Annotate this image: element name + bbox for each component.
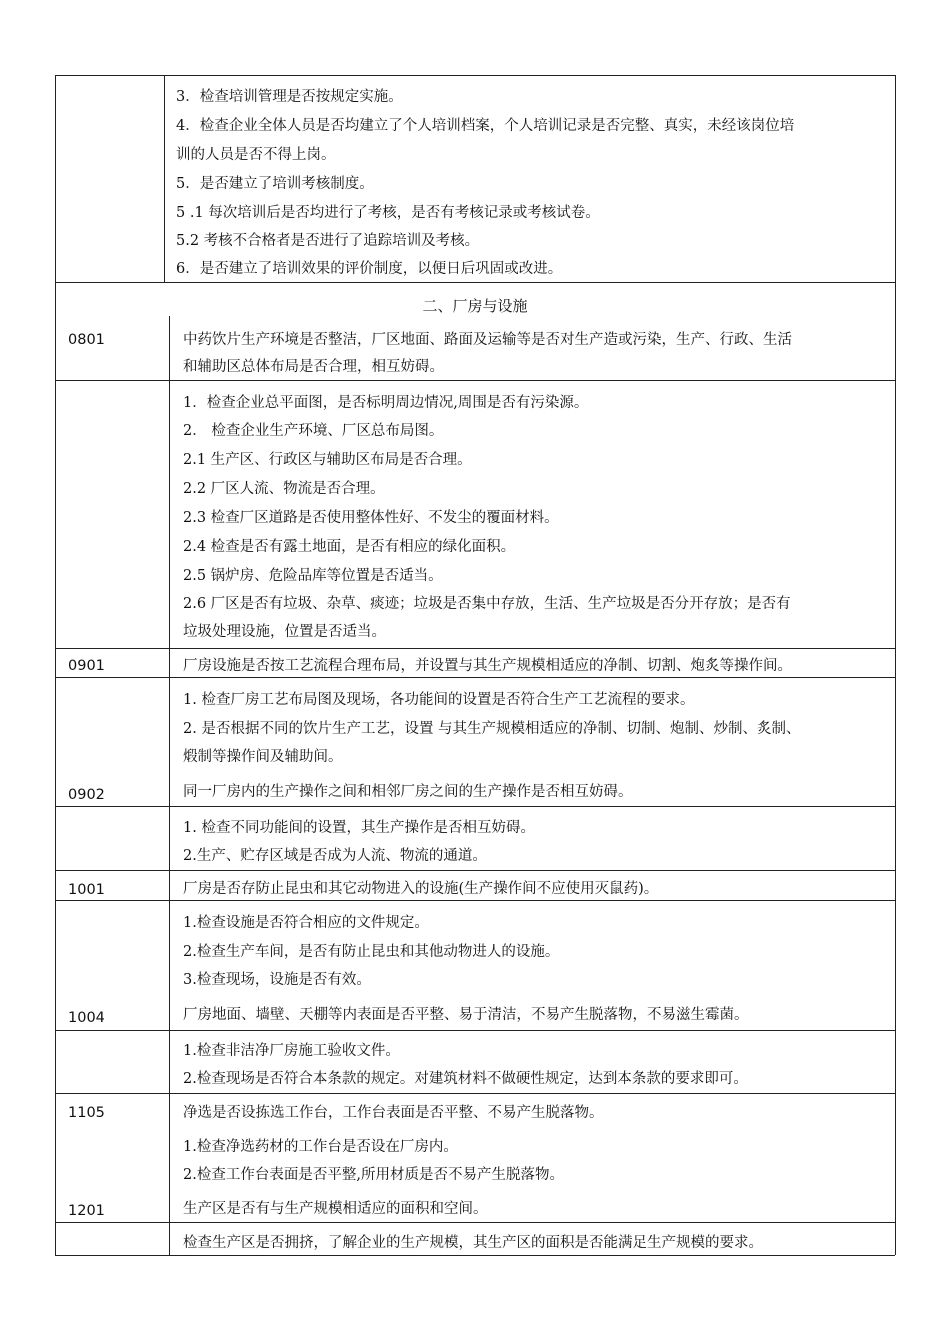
content-line: 检查生产区是否拥挤，了解企业的生产规模，其生产区的面积是否能满足生产规模的要求。 [183,1235,763,1251]
table-rule [55,1222,895,1223]
clause-text: 厂房设施是否按工艺流程合理布局，并设置与其生产规模相适应的净制、切割、炮炙等操作间。 [183,658,792,674]
clause-text: 净选是否设拣选工作台，工作台表面是否平整、不易产生脱落物。 [183,1105,604,1121]
content-line: 1．检查企业总平面图，是否标明周边情况,周围是否有污染源。 [183,395,589,411]
content-line: 1. 检查不同功能间的设置，其生产操作是否相互妨碍。 [183,820,535,836]
content-line: 垃圾处理设施，位置是否适当。 [183,624,386,640]
content-line: 6．是否建立了培训效果的评价制度，以便日后巩固或改进。 [176,261,563,277]
table-rule [55,1093,895,1094]
content-line: 2.3 检查厂区道路是否使用整体性好、不发尘的覆面材料。 [183,510,559,526]
item-code-0902: 0902 [68,787,105,803]
content-line: 1.检查设施是否符合相应的文件规定。 [183,915,429,931]
content-line: 4．检查企业全体人员是否均建立了个人培训档案，个人培训记录是否完整、真实，未经该岗位培 [176,118,795,134]
content-line: 3．检查培训管理是否按规定实施。 [176,89,403,105]
content-line: 煅制等操作间及辅助间。 [183,749,343,765]
table-rule [55,648,895,649]
table-rule [55,282,895,283]
table-rule [895,75,896,1255]
content-line: 2.4 检查是否有露土地面，是否有相应的绿化面积。 [183,539,516,555]
content-line: 2.检查生产车间，是否有防止昆虫和其他动物进人的设施。 [183,944,560,960]
item-code-1201: 1201 [68,1203,105,1219]
clause-text: 生产区是否有与生产规模相适应的面积和空间。 [183,1201,488,1217]
content-line: 2.6 厂区是否有垃圾、杂草、痰迹；垃圾是否集中存放，生活、生产垃圾是否分开存放；是否有 [183,596,791,612]
content-line: 训的人员是否不得上岗。 [176,147,336,163]
content-line: 2.5 锅炉房、危险品库等位置是否适当。 [183,568,443,584]
item-code-1001: 1001 [68,882,105,898]
item-code-0801: 0801 [68,332,105,348]
table-rule [55,1030,895,1031]
table-rule [164,75,165,282]
clause-text: 厂房是否存防止昆虫和其它动物进入的设施(生产操作间不应使用灭鼠药)。 [183,881,659,897]
content-line: 2.1 生产区、行政区与辅助区布局是否合理。 [183,452,472,468]
content-line: 5.2 考核不合格者是否进行了追踪培训及考核。 [176,233,480,249]
content-line: 1.检查净选药材的工作台是否设在厂房内。 [183,1139,458,1155]
item-code-0901: 0901 [68,658,105,674]
content-line: 5．是否建立了培训考核制度。 [176,176,374,192]
table-rule [169,316,170,1255]
table-rule [55,900,895,901]
content-line: 2.2 厂区人流、物流是否合理。 [183,481,385,497]
table-rule [55,75,895,76]
content-line: 1.检查非洁净厂房施工验收文件。 [183,1043,400,1059]
clause-text: 和辅助区总体布局是否合理，相互妨碍。 [183,359,444,375]
content-line: 2.检查现场是否符合本条款的规定。对建筑材料不做硬性规定，达到本条款的要求即可。 [183,1071,748,1087]
content-line: 2.检查工作台表面是否平整,所用材质是否不易产生脱落物。 [183,1167,564,1183]
content-line: 2． 检查企业生产环境、厂区总布局图。 [183,423,444,439]
table-rule [55,380,895,381]
item-code-1004: 1004 [68,1010,105,1026]
content-line: 2.生产、贮存区域是否成为人流、物流的通道。 [183,848,487,864]
section-title: 二、厂房与设施 [422,297,528,315]
table-rule [55,870,895,871]
content-line: 2. 是否根据不同的饮片生产工艺，设置 与其生产规模相适应的净制、切制、炮制、炒制、炙制、 [183,721,801,737]
content-line: 1. 检查厂房工艺布局图及现场，各功能间的设置是否符合生产工艺流程的要求。 [183,692,695,708]
clause-text: 同一厂房内的生产操作之间和相邻厂房之间的生产操作是否相互妨碍。 [183,784,633,800]
table-rule [55,1255,895,1256]
clause-text: 厂房地面、墙壁、天棚等内表面是否平整、易于清洁，不易产生脱落物，不易滋生霉菌。 [183,1007,749,1023]
table-rule [55,806,895,807]
table-rule [55,75,56,1255]
content-line: 5 .1 每次培训后是否均进行了考核，是否有考核记录或考核试卷。 [176,205,600,221]
clause-text: 中药饮片生产环境是否整洁，厂区地面、路面及运输等是否对生产造或污染，生产、行政、生活 [183,332,792,348]
item-code-1105: 1105 [68,1105,105,1121]
content-line: 3.检查现场，设施是否有效。 [183,972,371,988]
table-rule [55,677,895,678]
